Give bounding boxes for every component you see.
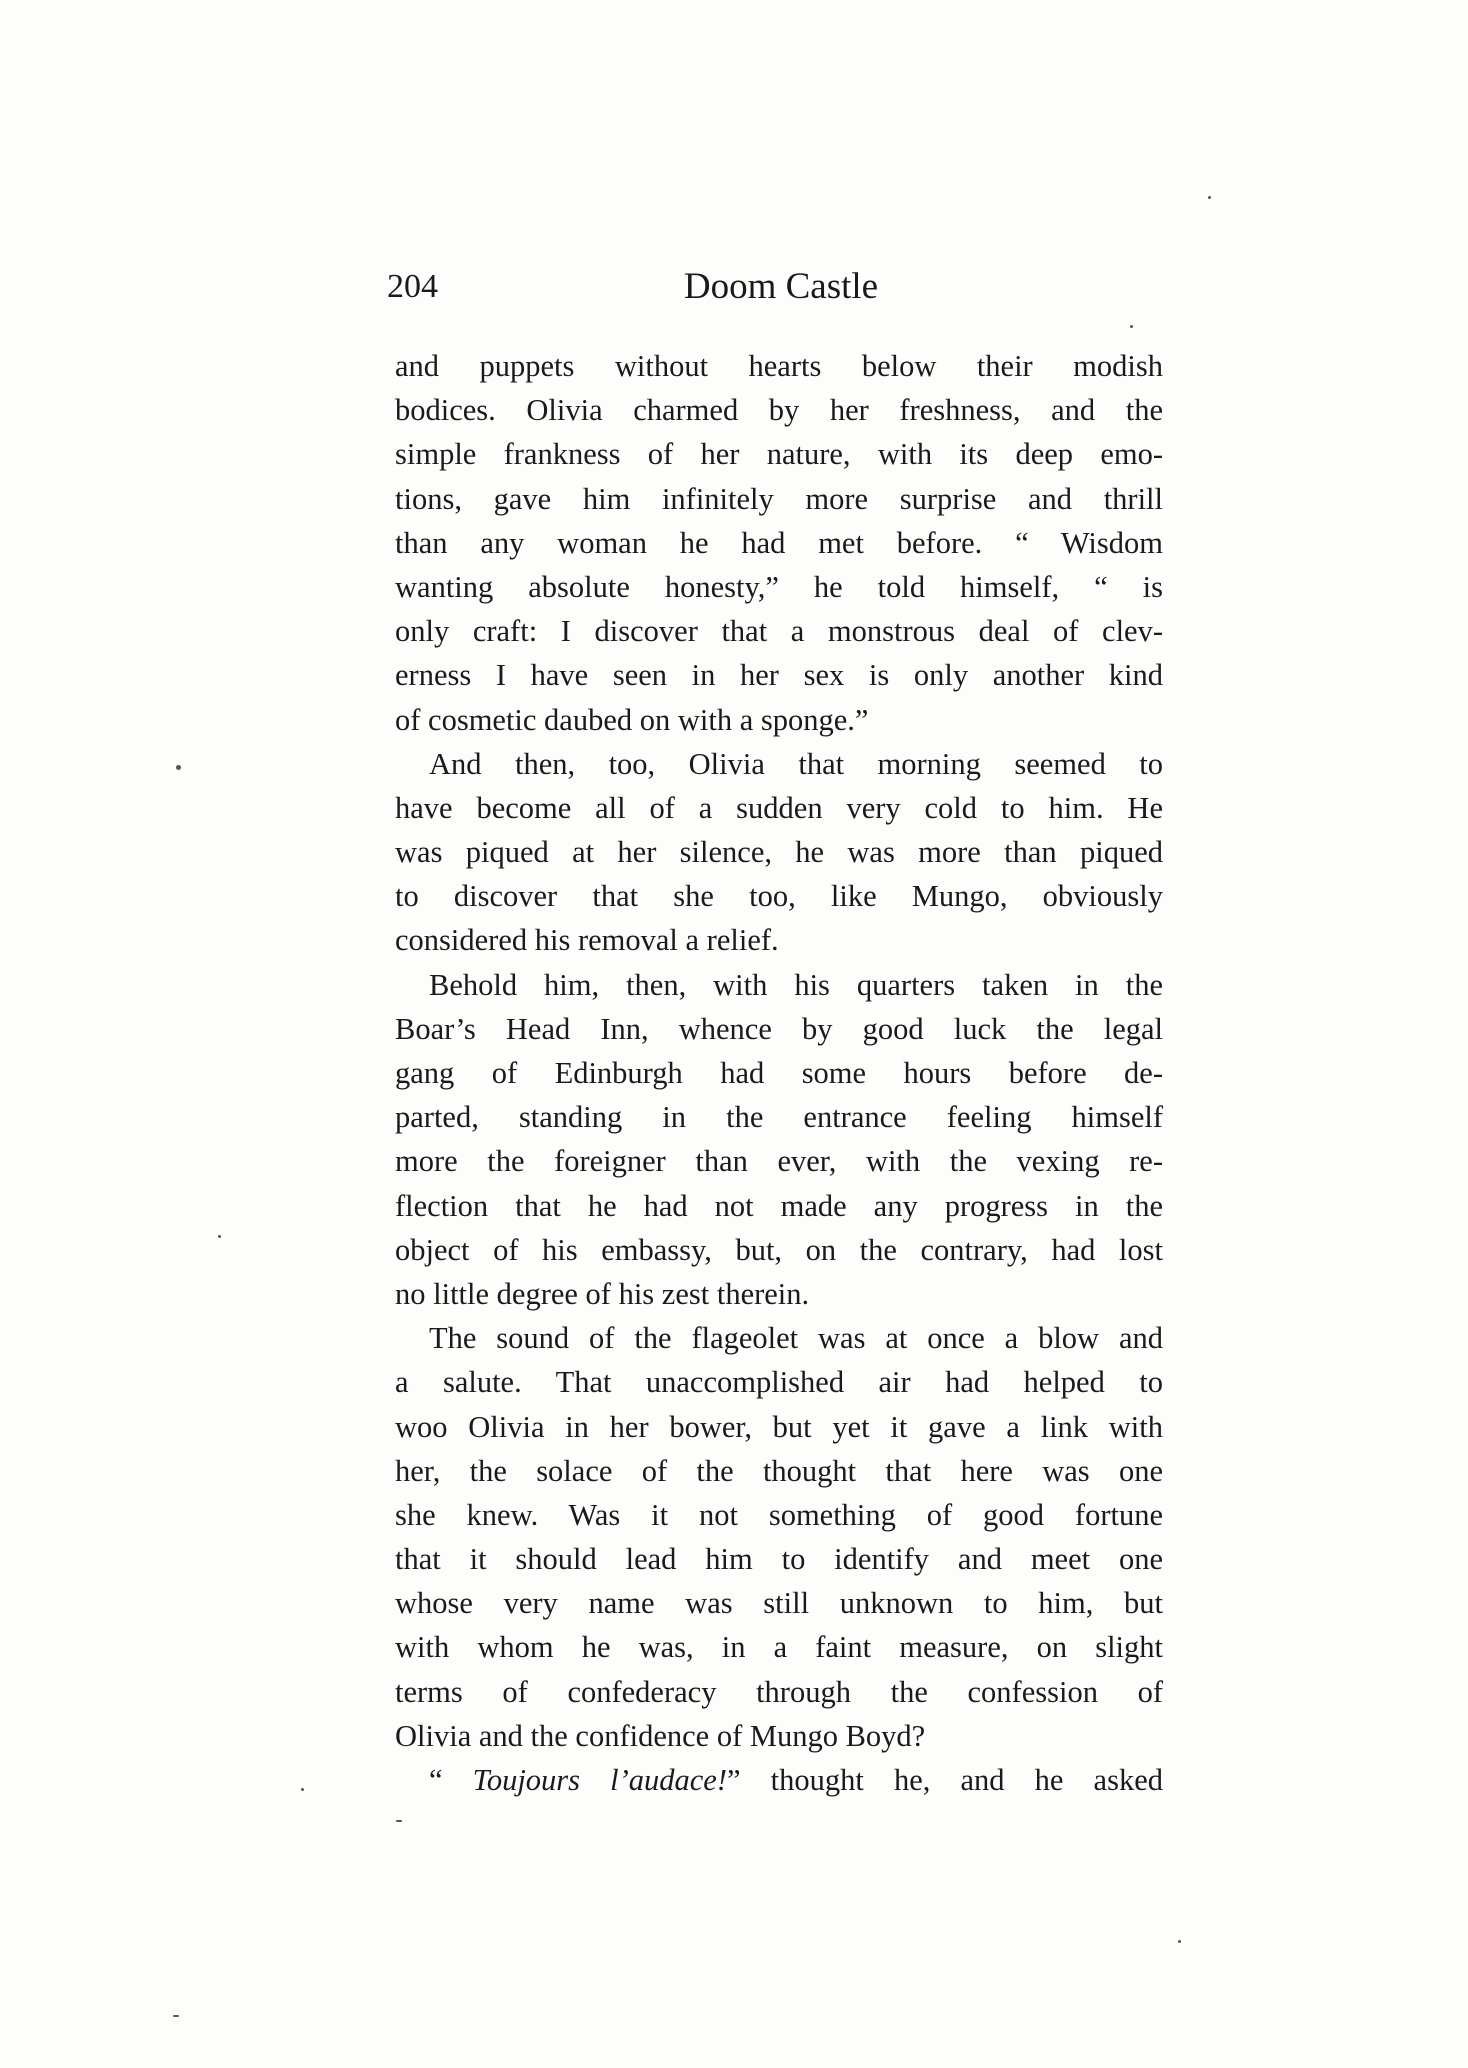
text-line: more the foreigner than ever, with the vexing re- [395, 1144, 1163, 1179]
scan-speck [1130, 325, 1133, 328]
text-line: gang of Edinburgh had some hours before de- [395, 1056, 1163, 1090]
paragraph-5 [395, 1758, 1163, 1802]
scan-speck [396, 1820, 402, 1822]
text-line: terms of confederacy through the confession of [395, 1674, 1163, 1709]
scan-speck [176, 765, 181, 770]
paragraph-3 [395, 963, 1163, 1317]
body-text [395, 344, 1163, 1802]
text-line: object of his embassy, but, on the contrary, had lost [395, 1232, 1163, 1267]
text-line: to discover that she too, like Mungo, obviously [395, 879, 1163, 914]
text-line: Behold him, then, with his quarters taken in the [429, 967, 1163, 1002]
paragraph-4 [395, 1316, 1163, 1758]
text-line: Olivia and the confidence of Mungo Boyd? [395, 1718, 926, 1753]
scan-speck [301, 1788, 304, 1791]
text-line: woo Olivia in her bower, but yet it gave a link with [395, 1409, 1163, 1444]
text-line: and puppets without hearts below their modish [395, 349, 1163, 383]
text-line: simple frankness of her nature, with its deep emo- [395, 437, 1163, 472]
text-line: flection that he had not made any progress in the [395, 1188, 1163, 1223]
text-line: whose very name was still unknown to him, but [395, 1586, 1163, 1621]
text-line: have become all of a sudden very cold to him. He [395, 790, 1163, 825]
text-line: erness I have seen in her sex is only another kind [395, 658, 1163, 693]
open-quote: “ [429, 1763, 473, 1797]
text-line-final [395, 1758, 1163, 1802]
text-line: no little degree of his zest therein. [395, 1276, 810, 1311]
text-line: she knew. Was it not something of good fortune [395, 1497, 1163, 1532]
page-number: 204 [387, 268, 438, 305]
text-line: wanting absolute honesty,” he told himself, “ is [395, 569, 1163, 604]
page-header [387, 262, 1165, 312]
text-line: And then, too, Olivia that morning seemed to [429, 746, 1163, 781]
text-line: tions, gave him infinitely more surprise and thrill [395, 481, 1163, 516]
text-line: Boar’s Head Inn, whence by good luck the legal [395, 1011, 1163, 1046]
scan-speck [218, 1235, 221, 1238]
text-line: her, the solace of the thought that here was one [395, 1453, 1163, 1488]
running-title: Doom Castle [683, 266, 879, 307]
text-line: of cosmetic daubed on with a sponge.” [395, 702, 869, 737]
text-line: with whom he was, in a faint measure, on slight [395, 1630, 1163, 1665]
paragraph-1 [395, 344, 1163, 742]
paragraph-2 [395, 742, 1163, 963]
text-line: than any woman he had met before. “ Wisdom [395, 525, 1163, 560]
text-line: only craft: I discover that a monstrous deal of clev- [395, 614, 1163, 649]
text-line: considered his removal a relief. [395, 923, 779, 958]
scan-speck [1178, 1940, 1181, 1943]
text-line: parted, standing in the entrance feeling himself [395, 1100, 1163, 1135]
italic-phrase: Toujours l’audace! [472, 1763, 728, 1797]
text-line: a salute. That unaccomplished air had helped to [395, 1365, 1163, 1400]
scan-speck [173, 2015, 179, 2017]
scan-speck [1208, 196, 1211, 199]
final-line-rest: thought he, and he asked [740, 1763, 1163, 1797]
text-line: The sound of the flageolet was at once a blow and [429, 1321, 1163, 1356]
close-quote: ” [727, 1763, 741, 1797]
text-line: that it should lead him to identify and meet one [395, 1542, 1163, 1577]
text-line: was piqued at her silence, he was more than piqued [395, 835, 1163, 870]
text-line: bodices. Olivia charmed by her freshness, and the [395, 393, 1163, 428]
